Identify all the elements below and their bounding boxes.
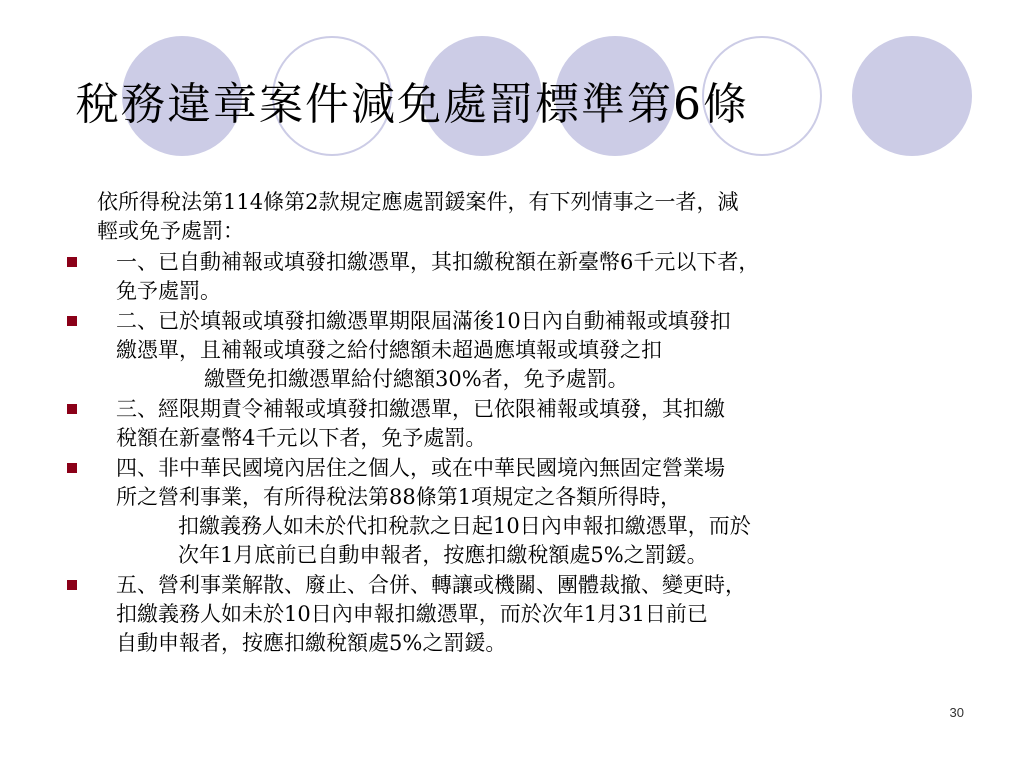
list-item-4 <box>60 454 980 570</box>
item-line: 五、營利事業解散、廢止、合併、轉讓或機關、團體裁撤、變更時， <box>116 573 746 597</box>
item-line: 扣繳義務人如未於10日內申報扣繳憑單，而於次年1月31日前已 <box>116 602 708 626</box>
slide-body <box>60 188 980 659</box>
slide-title: 稅務違章案件減免處罰標準第6條 <box>75 79 749 130</box>
item-line: 扣繳義務人如未於代扣稅款之日起10日內申報扣繳憑單，而於 <box>178 514 751 538</box>
square-bullet-icon <box>67 463 77 473</box>
item-line: 四、非中華民國境內居住之個人，或在中華民國境內無固定營業場 <box>116 456 725 480</box>
item-line: 繳暨免扣繳憑單給付總額30%者，免予處罰。 <box>204 367 629 391</box>
item-line: 次年1月底前已自動申報者，按應扣繳稅額處5%之罰鍰。 <box>178 543 708 567</box>
list-item-2 <box>60 307 980 394</box>
list-item-5 <box>60 571 980 658</box>
square-bullet-icon <box>67 257 77 267</box>
square-bullet-icon <box>67 316 77 326</box>
intro-paragraph <box>60 188 980 246</box>
item-line: 自動申報者，按應扣繳稅額處5%之罰鍰。 <box>116 631 507 655</box>
intro-line: 依所得稅法第114條第2款規定應處罰鍰案件，有下列情事之一者，減 <box>97 190 739 214</box>
item-line: 稅額在新臺幣4千元以下者，免予處罰。 <box>116 426 487 450</box>
page-number: 30 <box>949 705 964 720</box>
square-bullet-icon <box>67 580 77 590</box>
item-line: 繳憑單，且補報或填發之給付總額未超過應填報或填發之扣 <box>116 338 662 362</box>
item-line: 一、已自動補報或填發扣繳憑單，其扣繳稅額在新臺幣6千元以下者， <box>116 250 760 274</box>
square-bullet-icon <box>67 404 77 414</box>
item-line: 所之營利事業，有所得稅法第88條第1項規定之各類所得時， <box>116 485 682 509</box>
item-line: 免予處罰。 <box>116 279 221 303</box>
intro-line: 輕或免予處罰： <box>97 219 244 243</box>
list-item-3 <box>60 395 980 453</box>
list-item-1 <box>60 248 980 306</box>
item-line: 二、已於填報或填發扣繳憑單期限屆滿後10日內自動補報或填發扣 <box>116 309 731 333</box>
item-line: 三、經限期責令補報或填發扣繳憑單，已依限補報或填發，其扣繳 <box>116 397 725 421</box>
